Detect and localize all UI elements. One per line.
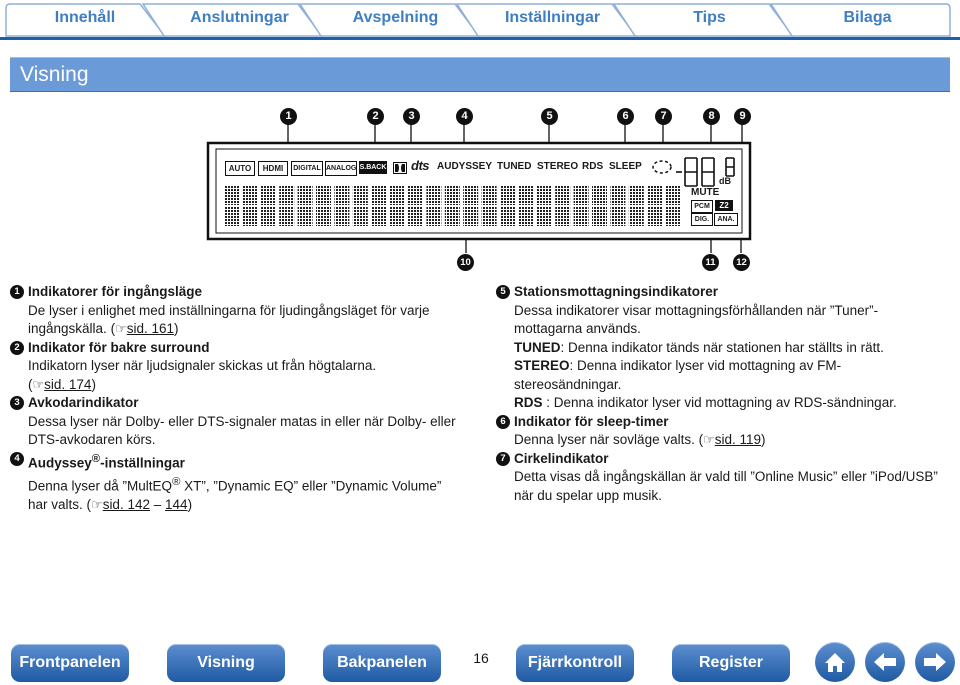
left-column xyxy=(10,283,475,514)
marker-2: 2 xyxy=(367,108,384,125)
indicator-stereo: STEREO xyxy=(537,161,579,172)
registered-mark: ® xyxy=(172,475,181,488)
matrix-cell xyxy=(334,186,349,205)
item-reception xyxy=(496,283,951,413)
item-marker-5: 5 xyxy=(496,285,510,299)
indicator-sleep: SLEEP xyxy=(609,161,642,172)
matrix-cell xyxy=(482,186,497,205)
heading-part: -inställningar xyxy=(100,455,185,470)
matrix-cell xyxy=(647,186,662,205)
item-audyssey xyxy=(10,450,475,515)
matrix-cell xyxy=(426,186,441,205)
text-part: Denna lyser då ”MultEQ xyxy=(28,478,173,493)
matrix-cell xyxy=(242,207,257,226)
dolby-icon xyxy=(393,162,407,174)
item-heading: Indikatorer för ingångsläge xyxy=(28,284,203,299)
term: STEREO xyxy=(514,358,570,373)
matrix-cell xyxy=(555,207,570,226)
text-part: XT”, ”Dynamic EQ” eller ”Dynamic Volume” xyxy=(180,478,442,493)
matrix-cell xyxy=(261,186,276,205)
matrix-cell xyxy=(316,186,331,205)
item-text-span: ingångskälla. xyxy=(28,321,107,336)
item-text xyxy=(28,473,475,496)
matrix-cell xyxy=(242,186,257,205)
dts-logo: dts xyxy=(411,158,429,173)
finger-pointer-icon: ☞ xyxy=(91,496,103,512)
finger-pointer-icon: ☞ xyxy=(115,321,127,336)
matrix-cell xyxy=(371,186,386,205)
badge-hdmi: HDMI xyxy=(258,161,288,176)
tab-tips[interactable]: Tips xyxy=(693,9,726,26)
item-text: har valts. (☞sid. 142 – 144) xyxy=(28,496,475,515)
page-reference[interactable] xyxy=(115,320,174,339)
matrix-cell xyxy=(610,186,625,205)
back-arrow-icon xyxy=(865,642,905,682)
item-heading: Cirkelindikator xyxy=(514,450,609,466)
reference-link[interactable]: sid. 174 xyxy=(44,376,92,392)
finger-pointer-icon: ☞ xyxy=(32,376,45,392)
item-text: DTS-avkodaren körs. xyxy=(28,432,156,447)
item-text: De lyser i enlighet med inställningarna för ljudingångsläget för varje xyxy=(28,302,430,318)
definition: : Denna indikator tänds när stationen har ställts in rätt. xyxy=(560,339,884,355)
page-reference[interactable] xyxy=(703,431,761,450)
tab-bilaga[interactable]: Bilaga xyxy=(843,9,892,26)
indicator-tuned: TUNED xyxy=(497,161,532,172)
matrix-cell xyxy=(666,186,681,205)
item-text: ingångskälla. (☞sid. 161) xyxy=(28,320,475,339)
finger-pointer-icon: ☞ xyxy=(703,432,715,447)
matrix-cell xyxy=(353,186,368,205)
nav-frontpanelen-button[interactable]: Frontpanelen xyxy=(11,644,129,682)
matrix-cell xyxy=(518,207,533,226)
matrix-cell xyxy=(279,207,294,226)
matrix-cell xyxy=(555,186,570,205)
reference-link[interactable]: sid. 119 xyxy=(714,432,762,447)
indicator-rds: RDS xyxy=(582,161,604,172)
item-heading xyxy=(28,450,475,473)
matrix-cell xyxy=(353,207,368,226)
matrix-cell xyxy=(371,207,386,226)
indicator-dig: DIG. xyxy=(691,213,713,226)
matrix-cell xyxy=(610,207,625,226)
item-circle xyxy=(496,450,951,506)
matrix-cell xyxy=(463,207,478,226)
item-marker-1: 1 xyxy=(10,285,24,299)
item-marker-7: 7 xyxy=(496,452,510,466)
item-text: Indikatorn lyser när ljudsignaler skickas ut från högtalarna. xyxy=(28,358,377,373)
reference-link[interactable]: 144 xyxy=(165,496,188,512)
page-reference[interactable] xyxy=(33,376,92,395)
nav-register-button[interactable]: Register xyxy=(672,644,790,682)
home-button[interactable] xyxy=(815,642,855,682)
matrix-cell xyxy=(224,186,239,205)
matrix-cell xyxy=(592,186,607,205)
matrix-cell xyxy=(629,186,644,205)
indicator-db: dB xyxy=(719,176,731,186)
item-text: Denna lyser när sovläge valts. (☞sid. 119) xyxy=(514,431,951,450)
matrix-cell xyxy=(482,207,497,226)
matrix-cell xyxy=(518,186,533,205)
marker-4: 4 xyxy=(456,108,473,125)
item-text xyxy=(514,394,951,413)
text-part: har valts. xyxy=(28,496,83,512)
forward-button[interactable] xyxy=(915,642,955,682)
definition: : Denna indikator lyser vid mottagning av RDS-sändningar. xyxy=(542,395,897,410)
matrix-cell xyxy=(445,186,460,205)
matrix-cell xyxy=(390,207,405,226)
indicator-pcm: PCM xyxy=(691,200,713,213)
term: TUNED xyxy=(514,339,561,355)
matrix-cell xyxy=(261,207,276,226)
forward-arrow-icon xyxy=(915,642,955,682)
badge-analog: ANALOG xyxy=(325,161,357,176)
matrix-cell xyxy=(592,207,607,226)
item-text: mottagarna används. xyxy=(514,321,641,336)
item-text: Dessa lyser när Dolby- eller DTS-signaler matas in eller när Dolby- eller xyxy=(28,413,456,429)
matrix-cell xyxy=(316,207,331,226)
item-heading: Indikator för bakre surround xyxy=(28,339,210,355)
badge-auto: AUTO xyxy=(225,161,255,176)
term: RDS xyxy=(514,395,543,410)
tab-avspelning[interactable]: Avspelning xyxy=(352,9,439,26)
item-text xyxy=(514,339,951,358)
item-marker-6: 6 xyxy=(496,415,510,429)
matrix-cell xyxy=(500,186,515,205)
definition: : Denna indikator lyser vid mottagning av FM- xyxy=(569,358,842,373)
matrix-cell xyxy=(390,186,405,205)
matrix-cell xyxy=(298,207,313,226)
nav-fjarrkontroll-button[interactable]: Fjärrkontroll xyxy=(516,644,634,682)
item-decoder xyxy=(10,394,475,450)
item-heading: Indikator för sleep-timer xyxy=(514,413,669,429)
matrix-cell xyxy=(445,207,460,226)
item-heading: Avkodarindikator xyxy=(28,395,139,410)
matrix-cell xyxy=(408,186,423,205)
matrix-cell xyxy=(574,207,589,226)
heading-part: Audyssey xyxy=(28,455,92,470)
matrix-cell xyxy=(629,207,644,226)
right-column xyxy=(496,283,951,505)
indicator-audyssey: AUDYSSEY xyxy=(437,161,493,172)
back-button[interactable] xyxy=(865,642,905,682)
marker-6: 6 xyxy=(617,108,634,125)
matrix-cell xyxy=(500,207,515,226)
matrix-cell xyxy=(574,186,589,205)
marker-9: 9 xyxy=(734,108,751,125)
matrix-cell xyxy=(426,207,441,226)
marker-8: 8 xyxy=(703,108,720,125)
matrix-cell xyxy=(298,186,313,205)
indicator-ana: ANA. xyxy=(714,213,738,226)
badge-digital: DIGITAL xyxy=(291,161,323,176)
item-heading: Stationsmottagningsindikatorer xyxy=(514,284,719,299)
tab-installningar[interactable]: Inställningar xyxy=(504,9,601,26)
page-reference[interactable] xyxy=(91,496,150,515)
registered-mark: ® xyxy=(91,452,101,465)
matrix-cell xyxy=(334,207,349,226)
nav-bakpanelen-button[interactable]: Bakpanelen xyxy=(323,644,441,682)
matrix-cell xyxy=(463,186,478,205)
home-icon xyxy=(815,642,855,682)
item-marker-3: 3 xyxy=(10,396,24,410)
matrix-cell xyxy=(224,207,239,226)
item-sleep-timer xyxy=(496,413,951,450)
matrix-cell xyxy=(647,207,662,226)
marker-11: 11 xyxy=(702,254,719,271)
display-illustration xyxy=(0,0,960,285)
matrix-cell xyxy=(279,186,294,205)
matrix-cell xyxy=(408,207,423,226)
item-text xyxy=(514,357,951,376)
nav-visning-button[interactable]: Visning xyxy=(167,644,285,682)
marker-3: 3 xyxy=(403,108,420,125)
item-input-mode xyxy=(10,283,475,339)
marker-1: 1 xyxy=(280,108,297,125)
tab-anslutningar[interactable]: Anslutningar xyxy=(190,9,289,26)
marker-12: 12 xyxy=(733,254,750,271)
page-number: 16 xyxy=(473,650,489,666)
marker-5: 5 xyxy=(541,108,558,125)
item-text: (☞sid. 174) xyxy=(28,376,475,395)
indicator-z2: Z2 xyxy=(715,200,733,211)
item-text: Dessa indikatorer visar mottagningsförhållanden när ”Tuner”- xyxy=(514,302,879,318)
item-text: stereosändningar. xyxy=(514,376,622,392)
item-marker-2: 2 xyxy=(10,341,24,355)
matrix-cell xyxy=(666,207,681,226)
matrix-cell xyxy=(537,207,552,226)
reference-link[interactable]: sid. 142 xyxy=(102,496,150,512)
text-part: Denna lyser när sovläge valts. xyxy=(514,432,695,447)
range-dash: – xyxy=(153,496,162,512)
item-marker-4: 4 xyxy=(10,452,24,466)
tab-innehall[interactable]: Innehåll xyxy=(54,9,116,26)
reference-link[interactable]: sid. 161 xyxy=(126,321,175,336)
badge-sback: S.BACK xyxy=(359,161,387,174)
marker-7: 7 xyxy=(655,108,672,125)
item-text: Detta visas då ingångskällan är vald till ”Online Music” eller ”iPod/USB” xyxy=(514,469,938,484)
marker-10: 10 xyxy=(457,254,474,271)
page-title: Visning xyxy=(20,63,89,86)
item-text: när du spelar upp musik. xyxy=(514,487,662,503)
indicator-mute: MUTE xyxy=(691,187,720,198)
matrix-cell xyxy=(537,186,552,205)
item-surround-back xyxy=(10,339,475,395)
